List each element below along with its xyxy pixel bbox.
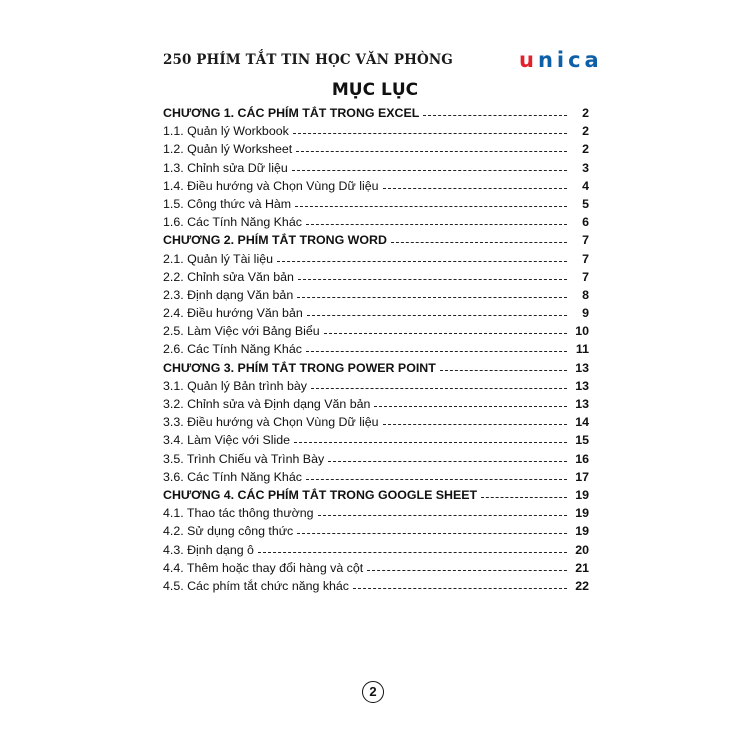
toc-entry-label: CHƯƠNG 4. CÁC PHÍM TẮT TRONG GOOGLE SHEET bbox=[163, 487, 478, 502]
toc-entry-page: 19 bbox=[575, 524, 589, 539]
toc-section-entry bbox=[163, 452, 589, 470]
toc-entry-label: 1.4. Điều hướng và Chọn Vùng Dữ liệu bbox=[163, 178, 379, 193]
toc-section-entry bbox=[163, 506, 589, 524]
toc-entry-label: 2.3. Định dạng Văn bản bbox=[163, 287, 294, 302]
toc-entry-label: 2.1. Quản lý Tài liệu bbox=[163, 251, 273, 266]
toc-entry-page: 13 bbox=[575, 360, 589, 375]
toc-section-entry bbox=[163, 324, 589, 342]
toc-entry-page: 19 bbox=[575, 487, 589, 502]
toc-entry-label: 3.4. Làm Việc với Slide bbox=[163, 433, 291, 448]
toc-leader-line bbox=[481, 496, 567, 498]
toc-leader-line bbox=[353, 587, 567, 589]
toc-entry-page: 3 bbox=[582, 160, 589, 175]
toc-leader-line bbox=[296, 150, 567, 152]
toc-entry-label: CHƯƠNG 2. PHÍM TẮT TRONG WORD bbox=[163, 233, 387, 248]
toc-entry-label: 1.1. Quản lý Workbook bbox=[163, 124, 289, 139]
toc-section-entry bbox=[163, 342, 589, 360]
toc-entry-label: 1.5. Công thức và Hàm bbox=[163, 196, 292, 211]
toc-entry-page: 13 bbox=[575, 397, 589, 411]
toc-leader-line bbox=[307, 314, 567, 316]
toc-entry-page: 16 bbox=[575, 451, 589, 466]
logo-letter-u: u bbox=[519, 48, 538, 72]
toc-leader-line bbox=[306, 478, 567, 480]
toc-section-entry bbox=[163, 288, 589, 306]
toc-section-entry bbox=[163, 561, 589, 579]
toc-leader-line bbox=[383, 423, 567, 425]
toc-leader-line bbox=[306, 223, 567, 225]
toc-section-entry bbox=[163, 433, 589, 451]
toc-leader-line bbox=[293, 132, 567, 134]
toc-section-entry bbox=[163, 270, 589, 288]
toc-section-entry bbox=[163, 252, 589, 270]
toc-section-entry bbox=[163, 142, 589, 160]
toc-leader-line bbox=[298, 278, 567, 280]
toc-leader-line bbox=[297, 532, 567, 534]
toc-entry-label: 3.6. Các Tính Năng Khác bbox=[163, 469, 302, 484]
toc-entry-label: 2.4. Điều hướng Văn bản bbox=[163, 306, 303, 321]
toc-entry-page: 7 bbox=[582, 251, 589, 266]
logo-letters-nica: nica bbox=[537, 48, 603, 72]
toc-entry-page: 9 bbox=[582, 306, 589, 321]
toc-entry-label: 3.5. Trình Chiếu và Trình Bày bbox=[163, 451, 325, 466]
toc-entry-label: 1.3. Chỉnh sửa Dữ liệu bbox=[163, 160, 288, 175]
toc-section-entry bbox=[163, 379, 589, 397]
toc-entry-page: 17 bbox=[575, 469, 589, 484]
toc-entry-page: 14 bbox=[575, 415, 589, 430]
toc-entry-page: 10 bbox=[575, 324, 589, 339]
toc-section-entry bbox=[163, 543, 589, 561]
toc-entry-label: 2.6. Các Tính Năng Khác bbox=[163, 342, 302, 357]
toc-entry-label: 3.1. Quản lý Bản trình bày bbox=[163, 378, 307, 393]
toc-entry-page: 6 bbox=[582, 215, 589, 230]
toc-section-entry bbox=[163, 306, 589, 324]
toc-entry-page: 21 bbox=[575, 560, 589, 575]
toc-leader-line bbox=[423, 114, 567, 116]
page-number-badge: 2 bbox=[362, 681, 384, 703]
toc-entry-label: 4.2. Sử dụng công thức bbox=[163, 524, 294, 539]
toc-entry-label: 2.5. Làm Việc với Bảng Biểu bbox=[163, 324, 320, 339]
toc-leader-line bbox=[306, 350, 567, 352]
toc-leader-line bbox=[324, 332, 567, 334]
toc-entry-label: 4.5. Các phím tắt chức năng khác bbox=[163, 578, 349, 593]
toc-entry-page: 11 bbox=[575, 342, 589, 357]
toc-leader-line bbox=[440, 369, 567, 371]
toc-entry-page: 7 bbox=[582, 233, 589, 248]
toc-section-entry bbox=[163, 215, 589, 233]
toc-entry-page: 20 bbox=[575, 542, 589, 557]
toc-leader-line bbox=[258, 551, 567, 553]
table-of-contents bbox=[163, 106, 589, 597]
table-of-contents-heading: MỤC LỤC bbox=[331, 80, 419, 100]
toc-section-entry bbox=[163, 524, 589, 542]
book-title: 250 PHÍM TẮT TIN HỌC VĂN PHÒNG bbox=[163, 52, 453, 68]
toc-leader-line bbox=[391, 241, 567, 243]
toc-entry-label: CHƯƠNG 1. CÁC PHÍM TẮT TRONG EXCEL bbox=[163, 106, 420, 120]
toc-entry-label: 2.2. Chỉnh sửa Văn bản bbox=[163, 269, 294, 284]
unica-logo bbox=[519, 48, 603, 72]
toc-entry-label: 4.3. Định dạng ô bbox=[163, 542, 254, 557]
toc-leader-line bbox=[383, 187, 567, 189]
toc-section-entry bbox=[163, 124, 589, 142]
toc-section-entry bbox=[163, 197, 589, 215]
toc-entry-page: 19 bbox=[575, 506, 589, 521]
toc-entry-label: 3.3. Điều hướng và Chọn Vùng Dữ liệu bbox=[163, 415, 379, 430]
toc-chapter-entry bbox=[163, 233, 589, 251]
toc-section-entry bbox=[163, 161, 589, 179]
toc-entry-label: 1.6. Các Tính Năng Khác bbox=[163, 215, 302, 230]
toc-entry-page: 7 bbox=[582, 269, 589, 284]
toc-chapter-entry bbox=[163, 488, 589, 506]
toc-leader-line bbox=[277, 260, 567, 262]
toc-leader-line bbox=[311, 387, 567, 389]
toc-entry-page: 13 bbox=[575, 378, 589, 393]
toc-entry-label: 3.2. Chỉnh sửa và Định dạng Văn bản bbox=[163, 397, 371, 411]
toc-entry-page: 8 bbox=[582, 287, 589, 302]
toc-leader-line bbox=[328, 460, 567, 462]
toc-section-entry bbox=[163, 397, 589, 415]
toc-entry-page: 22 bbox=[575, 578, 589, 593]
toc-leader-line bbox=[295, 205, 567, 207]
toc-leader-line bbox=[367, 569, 567, 571]
toc-entry-page: 4 bbox=[582, 178, 589, 193]
toc-entry-page: 15 bbox=[575, 433, 589, 448]
toc-entry-page: 5 bbox=[582, 196, 589, 211]
toc-chapter-entry bbox=[163, 106, 589, 124]
toc-entry-label: 4.1. Thao tác thông thường bbox=[163, 506, 314, 521]
toc-leader-line bbox=[374, 405, 567, 407]
toc-chapter-entry bbox=[163, 361, 589, 379]
toc-section-entry bbox=[163, 579, 589, 597]
toc-entry-label: 4.4. Thêm hoặc thay đổi hàng và cột bbox=[163, 560, 364, 575]
toc-entry-page: 2 bbox=[582, 142, 589, 157]
toc-leader-line bbox=[292, 169, 567, 171]
toc-leader-line bbox=[318, 514, 567, 516]
toc-entry-page: 2 bbox=[582, 124, 589, 139]
toc-leader-line bbox=[294, 441, 567, 443]
toc-section-entry bbox=[163, 470, 589, 488]
toc-leader-line bbox=[297, 296, 567, 298]
toc-section-entry bbox=[163, 179, 589, 197]
toc-entry-label: CHƯƠNG 3. PHÍM TẮT TRONG POWER POINT bbox=[163, 360, 436, 375]
toc-entry-page: 2 bbox=[582, 106, 589, 120]
toc-entry-label: 1.2. Quản lý Worksheet bbox=[163, 142, 293, 157]
toc-section-entry bbox=[163, 415, 589, 433]
